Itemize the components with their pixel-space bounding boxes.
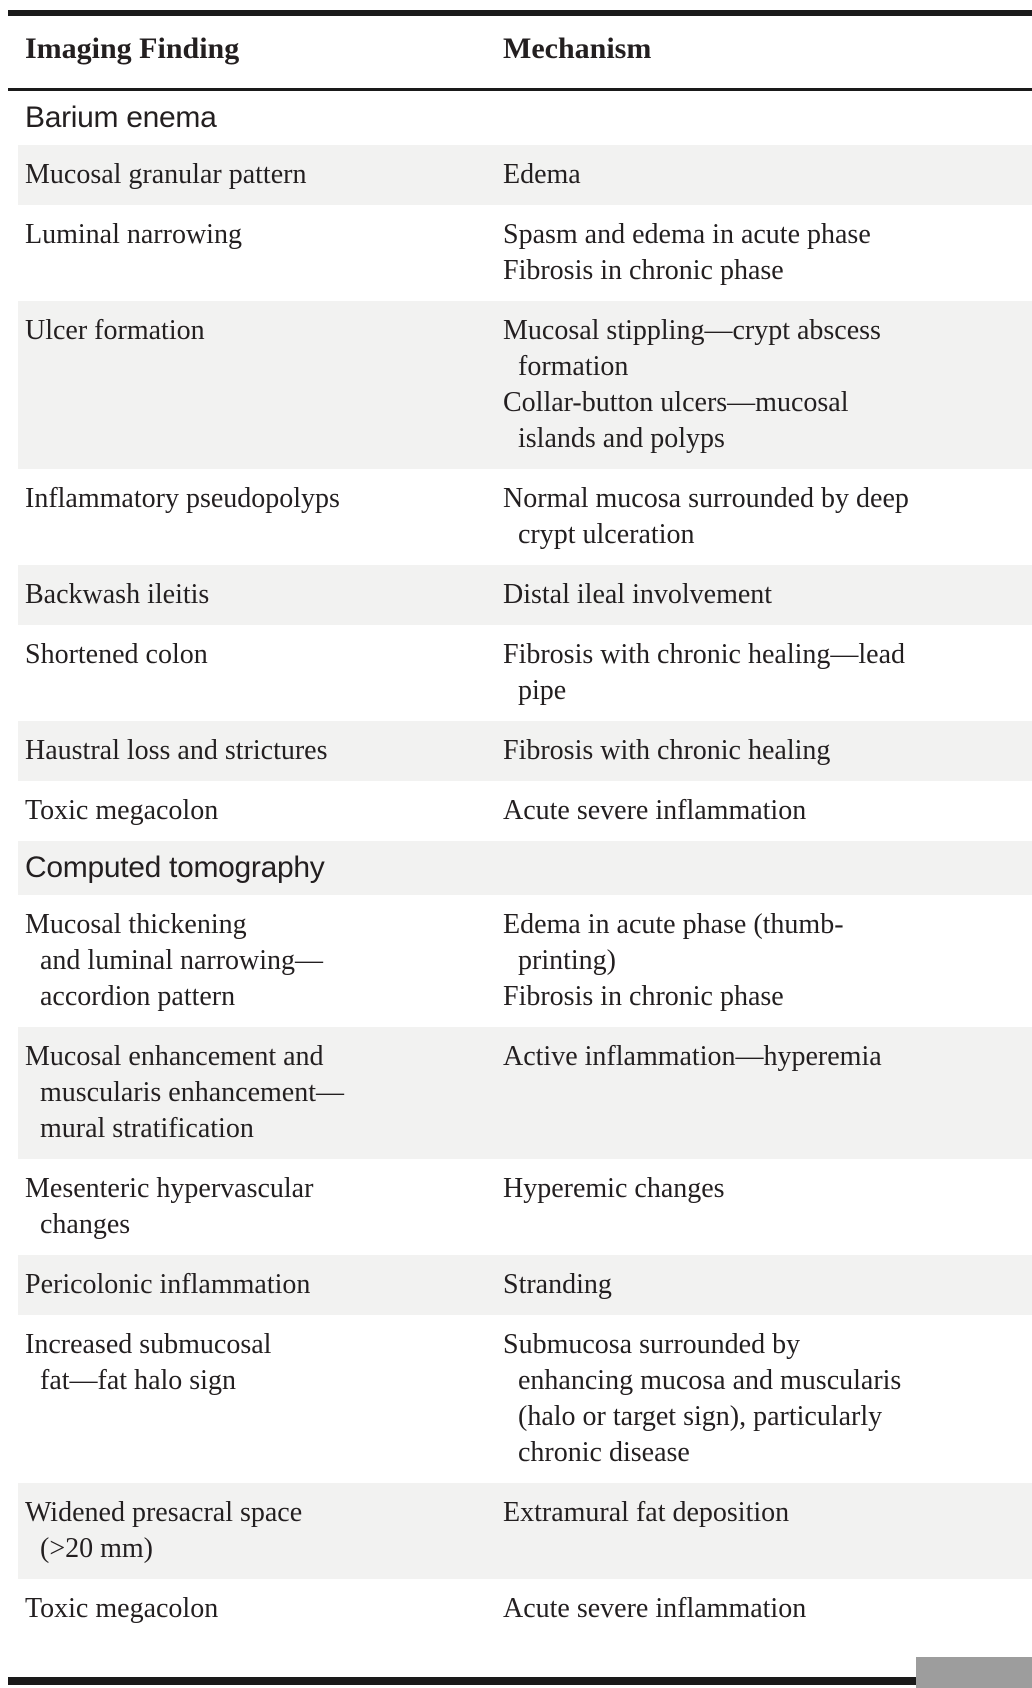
table-row [18, 145, 1032, 205]
mechanism-line: Active inflammation—hyperemia [503, 1041, 882, 1072]
mechanism-cell [503, 217, 1032, 289]
table-row [18, 1483, 1032, 1579]
table-row [18, 1579, 1032, 1639]
finding-cell [25, 577, 503, 613]
mechanism-cell [503, 793, 1032, 829]
table-row [18, 469, 1032, 565]
table-row [18, 1159, 1032, 1255]
mechanism-cell [503, 1267, 1032, 1303]
finding-cell [25, 1495, 503, 1567]
finding-line: muscularis enhancement— [40, 1077, 345, 1108]
section-header-row [18, 841, 1032, 895]
mechanism-line: Normal mucosa surrounded by deep [503, 483, 909, 514]
table-row [18, 721, 1032, 781]
finding-line: Inflammatory pseudopolyps [25, 483, 340, 514]
mechanism-line: Extramural fat deposition [503, 1497, 790, 1528]
mechanism-line: chronic disease [518, 1437, 690, 1468]
mechanism-line: enhancing mucosa and muscularis [518, 1365, 902, 1396]
column-header-mechanism: Mechanism [503, 32, 652, 65]
mechanism-line: Edema in acute phase (thumb- [503, 909, 844, 940]
finding-line: Mucosal enhancement and [25, 1041, 324, 1072]
table-row [18, 1255, 1032, 1315]
finding-line: (>20 mm) [40, 1533, 153, 1564]
mechanism-line: Fibrosis in chronic phase [503, 255, 784, 286]
finding-cell [25, 481, 503, 553]
finding-cell [25, 1591, 503, 1627]
mechanism-line: Stranding [503, 1269, 612, 1300]
mechanism-line: Hyperemic changes [503, 1173, 725, 1204]
mechanism-line: Edema [503, 159, 581, 190]
table-body [8, 91, 1032, 1639]
finding-cell [25, 637, 503, 709]
mechanism-line: Distal ileal involvement [503, 579, 773, 610]
finding-cell [25, 733, 503, 769]
scrollbar-corner-thumb[interactable] [916, 1657, 1032, 1688]
mechanism-line: islands and polyps [518, 423, 725, 454]
finding-line: Increased submucosal [25, 1329, 272, 1360]
finding-cell [25, 313, 503, 457]
mechanism-cell [503, 1591, 1032, 1627]
finding-line: Mesenteric hypervascular [25, 1173, 314, 1204]
finding-line: and luminal narrowing— [40, 945, 324, 976]
finding-cell [25, 1171, 503, 1243]
mechanism-line: crypt ulceration [518, 519, 695, 550]
table-row [18, 1315, 1032, 1483]
mechanism-cell [503, 577, 1032, 613]
mechanism-cell [503, 481, 1032, 553]
finding-line: Ulcer formation [25, 315, 205, 346]
finding-cell [25, 907, 503, 1015]
finding-cell [25, 1267, 503, 1303]
mechanism-cell [503, 907, 1032, 1015]
imaging-findings-table [8, 10, 1032, 1639]
mechanism-cell [503, 157, 1032, 193]
mechanism-cell [503, 733, 1032, 769]
mechanism-line: Mucosal stippling—crypt abscess [503, 315, 881, 346]
finding-cell [25, 1039, 503, 1147]
finding-line: accordion pattern [40, 981, 236, 1012]
finding-line: Widened presacral space [25, 1497, 303, 1528]
mechanism-line: pipe [518, 675, 567, 706]
mechanism-line: formation [518, 351, 629, 382]
finding-line: Backwash ileitis [25, 579, 210, 610]
mechanism-line: printing) [518, 945, 616, 976]
finding-line: fat—fat halo sign [40, 1365, 236, 1396]
finding-line: Haustral loss and strictures [25, 735, 328, 766]
finding-line: mural stratification [40, 1113, 254, 1144]
section-title: Barium enema [25, 101, 217, 134]
table-row [18, 205, 1032, 301]
column-header-imaging-finding: Imaging Finding [25, 32, 240, 65]
finding-cell [25, 793, 503, 829]
table-row [18, 565, 1032, 625]
mechanism-line: Acute severe inflammation [503, 1593, 807, 1624]
finding-cell [25, 1327, 503, 1471]
mechanism-cell [503, 1327, 1032, 1471]
finding-line: Toxic megacolon [25, 795, 219, 826]
mechanism-cell [503, 1171, 1032, 1243]
mechanism-line: Collar-button ulcers—mucosal [503, 387, 849, 418]
mechanism-line: Submucosa surrounded by [503, 1329, 801, 1360]
section-header-row [18, 91, 1032, 145]
finding-line: changes [40, 1209, 131, 1240]
finding-line: Pericolonic inflammation [25, 1269, 311, 1300]
table-row [18, 1027, 1032, 1159]
finding-line: Mucosal granular pattern [25, 159, 307, 190]
mechanism-line: Fibrosis with chronic healing [503, 735, 831, 766]
table-row [18, 625, 1032, 721]
mechanism-cell [503, 313, 1032, 457]
table-row [18, 301, 1032, 469]
section-title: Computed tomography [25, 851, 325, 884]
finding-line: Luminal narrowing [25, 219, 242, 250]
table-bottom-rule [8, 1677, 916, 1685]
finding-cell [25, 217, 503, 289]
mechanism-cell [503, 1039, 1032, 1147]
finding-cell [25, 157, 503, 193]
mechanism-line: Acute severe inflammation [503, 795, 807, 826]
finding-line: Shortened colon [25, 639, 208, 670]
finding-line: Mucosal thickening [25, 909, 247, 940]
mechanism-cell [503, 1495, 1032, 1567]
mechanism-line: Fibrosis with chronic healing—lead [503, 639, 906, 670]
table-row [18, 895, 1032, 1027]
mechanism-line: Fibrosis in chronic phase [503, 981, 784, 1012]
table-row [18, 781, 1032, 841]
table-header-row [8, 16, 1032, 88]
mechanism-line: Spasm and edema in acute phase [503, 219, 871, 250]
finding-line: Toxic megacolon [25, 1593, 219, 1624]
mechanism-line: (halo or target sign), particularly [518, 1401, 883, 1432]
mechanism-cell [503, 637, 1032, 709]
